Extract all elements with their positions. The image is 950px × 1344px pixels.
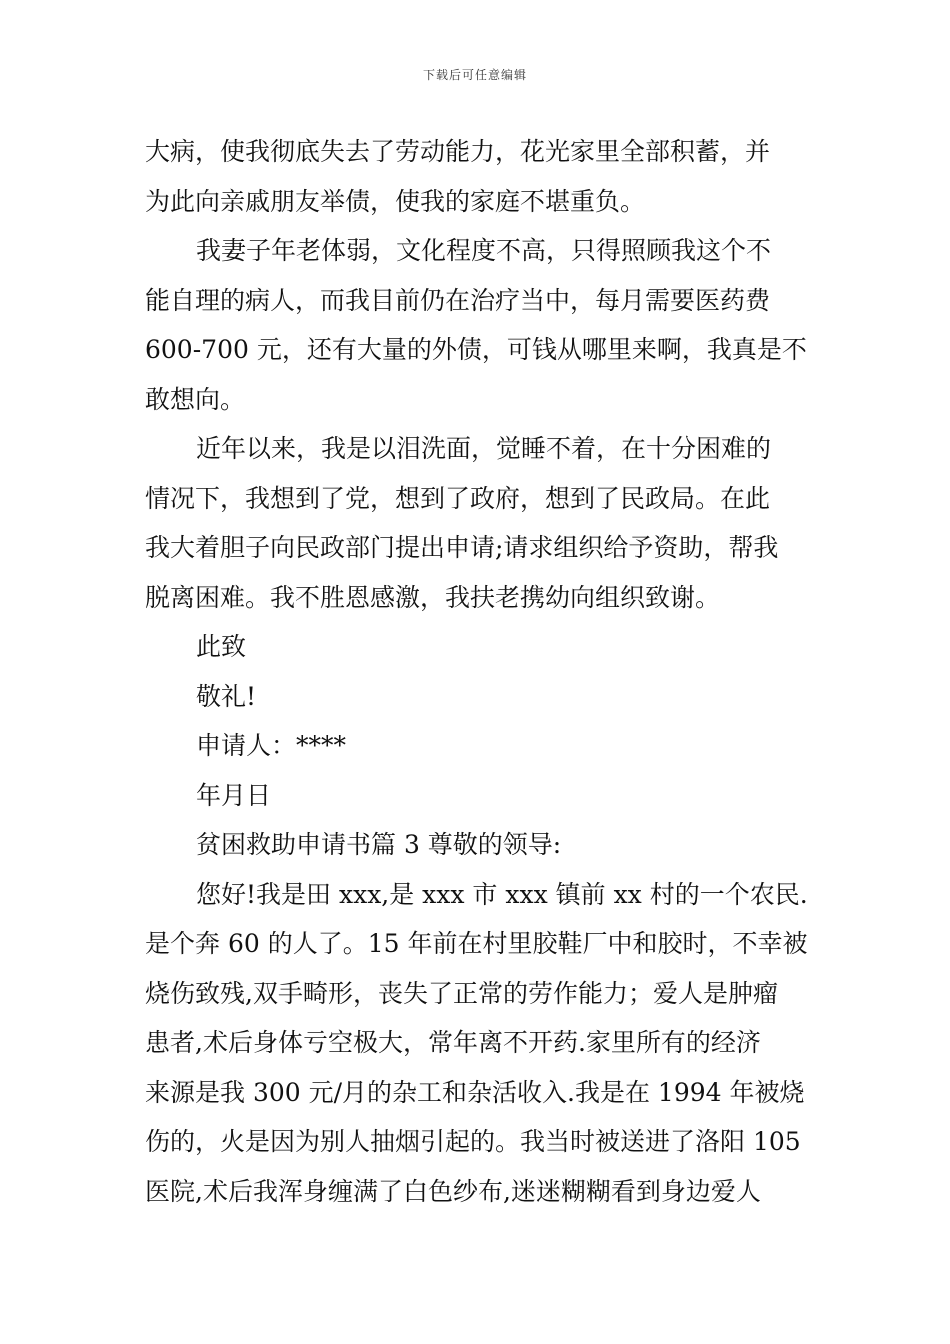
date-line: 年月日 xyxy=(196,780,272,810)
document-body xyxy=(145,127,810,1216)
text-line: 患者,术后身体亏空极大，常年离不开药.家里所有的经济 xyxy=(145,1028,761,1057)
closing-salutation: 此致 xyxy=(196,632,247,661)
text-line: 近年以来，我是以泪洗面，觉睡不着，在十分困难的 xyxy=(196,434,772,463)
text-line: 烧伤致残,双手畸形，丧失了正常的劳作能力；爱人是肿瘤 xyxy=(145,978,778,1008)
text-line: 为此向亲戚朋友举债，使我的家庭不堪重负。 xyxy=(145,186,646,216)
text-line: 大病，使我彻底失去了劳动能力，花光家里全部积蓄，并 xyxy=(145,137,771,166)
applicant-signature: 申请人：**** xyxy=(196,731,347,760)
text-line: 我大着胆子向民政部门提出申请;请求组织给予资助，帮我 xyxy=(145,533,779,562)
text-line: 是个奔 60 的人了。15 年前在村里胶鞋厂中和胶时，不幸被 xyxy=(145,929,808,958)
text-line: 来源是我 300 元/月的杂工和杂活收入.我是在 1994 年被烧 xyxy=(145,1077,805,1107)
header-note: 下载后可任意编辑 xyxy=(422,68,527,82)
text-line: 脱离困难。我不胜恩感激，我扶老携幼向组织致谢。 xyxy=(145,582,721,612)
closing-regards: 敬礼! xyxy=(196,681,257,711)
text-line: 伤的，火是因为别人抽烟引起的。我当时被送进了洛阳 105 xyxy=(145,1127,801,1156)
text-line: 敢想向。 xyxy=(145,384,246,414)
text-line: 我妻子年老体弱，文化程度不高，只得照顾我这个不 xyxy=(196,236,772,265)
text-line: 医院,术后我浑身缠满了白色纱布,迷迷糊糊看到身边爱人 xyxy=(145,1176,761,1206)
text-line: 600-700 元，还有大量的外债，可钱从哪里来啊，我真是不 xyxy=(145,335,807,364)
text-line: 能自理的病人，而我目前仍在治疗当中，每月需要医药费 xyxy=(145,285,771,315)
text-line: 情况下，我想到了党，想到了政府，想到了民政局。在此 xyxy=(145,483,771,513)
section-heading: 贫困救助申请书篇 3 尊敬的领导: xyxy=(196,830,562,859)
text-line: 您好!我是田 xxx,是 xxx 市 xxx 镇前 xx 村的一个农民. xyxy=(196,879,808,909)
